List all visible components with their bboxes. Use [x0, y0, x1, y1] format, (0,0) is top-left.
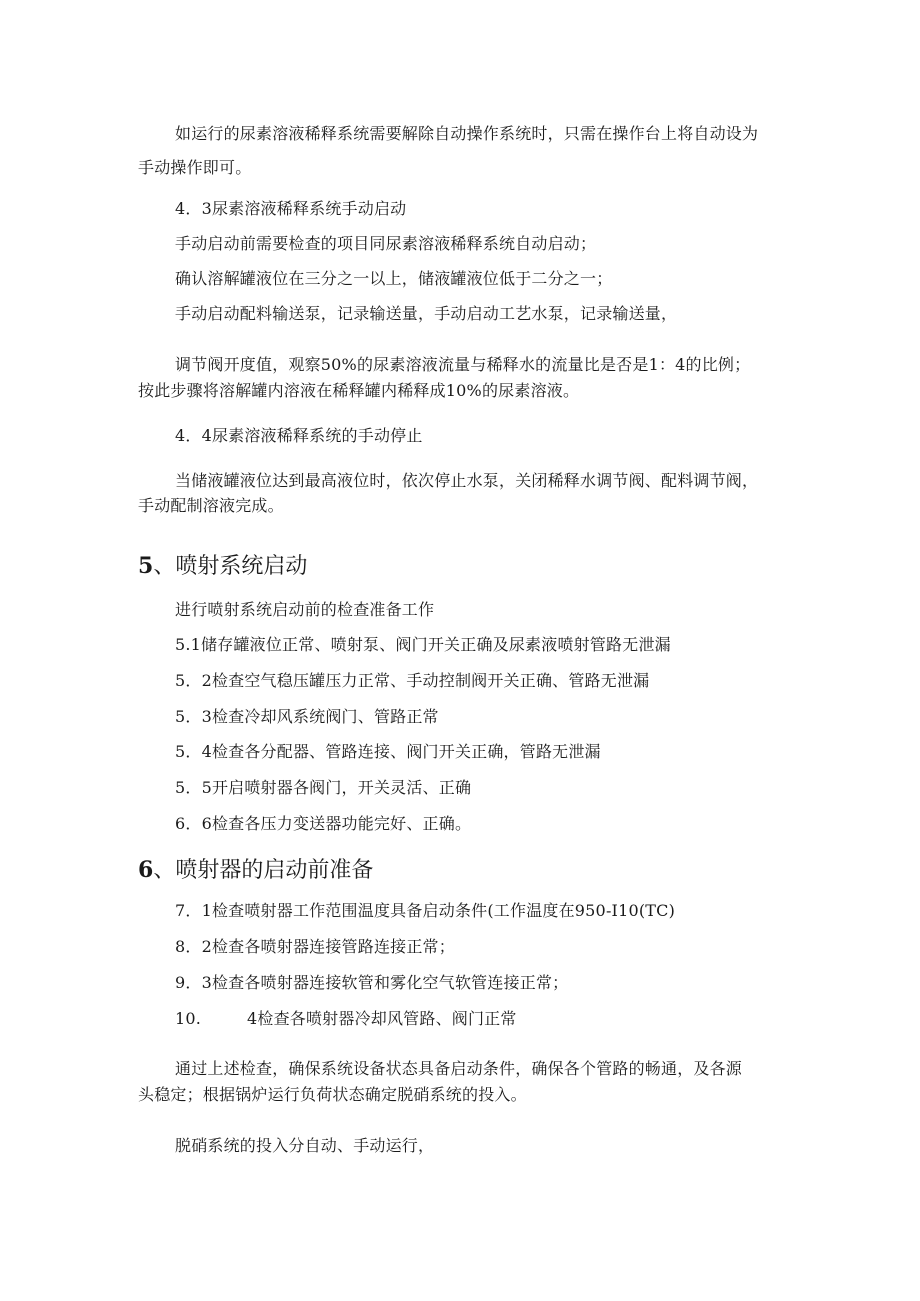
list-item: 5．5开启喷射器各阀门，开关灵活、正确 [175, 778, 472, 797]
list-item: 5．3检查冷却风系统阀门、管路正常 [175, 707, 439, 726]
paragraph-line: 如运行的尿素溶液稀释系统需要解除自动操作系统时，只需在操作台上将自动设为 [175, 124, 759, 143]
section-title-4-3: 4．3尿素溶液稀释系统手动启动 [175, 199, 407, 218]
paragraph-line: 确认溶解罐液位在三分之一以上，储液罐液位低于二分之一； [175, 269, 613, 288]
section-intro: 进行喷射系统启动前的检查准备工作 [175, 600, 435, 619]
list-item [175, 1009, 517, 1029]
list-item: 5．4检查各分配器、管路连接、阀门开关正确，管路无泄漏 [175, 742, 601, 761]
paragraph-line: 手动配制溶液完成。 [138, 496, 284, 515]
paragraph-line: 脱硝系统的投入分自动、手动运行， [175, 1136, 435, 1155]
list-item: 6．6检查各压力变送器功能完好、正确。 [175, 814, 472, 833]
paragraph-line: 调节阀开度值，观察50%的尿素溶液流量与稀释水的流量比是否是1：4的比例； [175, 355, 751, 374]
heading-text: 、喷射器的启动前准备 [153, 858, 374, 883]
heading-section-6 [138, 856, 373, 885]
paragraph-line: 手动启动配料输送泵，记录输送量，手动启动工艺水泵，记录输送量， [175, 304, 678, 323]
paragraph-line: 头稳定；根据锅炉运行负荷状态确定脱硝系统的投入。 [138, 1085, 527, 1104]
heading-section-5 [138, 552, 307, 581]
paragraph-line: 通过上述检查，确保系统设备状态具备启动条件，确保各个管路的畅通，及各源 [175, 1059, 743, 1078]
list-item: 7．1检查喷射器工作范围温度具备启动条件(工作温度在950-I10(TC) [175, 901, 676, 920]
paragraph-line: 手动启动前需要检查的项目同尿素溶液稀释系统自动启动； [175, 234, 597, 253]
paragraph-line: 当储液罐液位达到最高液位时，依次停止水泵，关闭稀释水调节阀、配料调节阀， [175, 471, 759, 490]
heading-number: 6 [138, 857, 154, 883]
list-item-text: 4检查各喷射器冷却风管路、阀门正常 [247, 1009, 517, 1028]
list-item: 9．3检查各喷射器连接软管和雾化空气软管连接正常； [175, 973, 569, 992]
list-item: 5.1储存罐液位正常、喷射泵、阀门开关正确及尿素液喷射管路无泄漏 [175, 635, 671, 654]
list-item-number: 10. [175, 1009, 202, 1028]
list-item: 8．2检查各喷射器连接管路连接正常； [175, 937, 455, 956]
heading-number: 5 [138, 553, 154, 579]
paragraph-line: 按此步骤将溶解罐内溶液在稀释罐内稀释成10%的尿素溶液。 [138, 381, 580, 400]
list-item: 5．2检查空气稳压罐压力正常、手动控制阀开关正确、管路无泄漏 [175, 671, 650, 690]
paragraph-line: 手动操作即可。 [138, 158, 252, 177]
section-title-4-4: 4．4尿素溶液稀释系统的手动停止 [175, 426, 423, 445]
heading-text: 、喷射系统启动 [153, 554, 308, 579]
